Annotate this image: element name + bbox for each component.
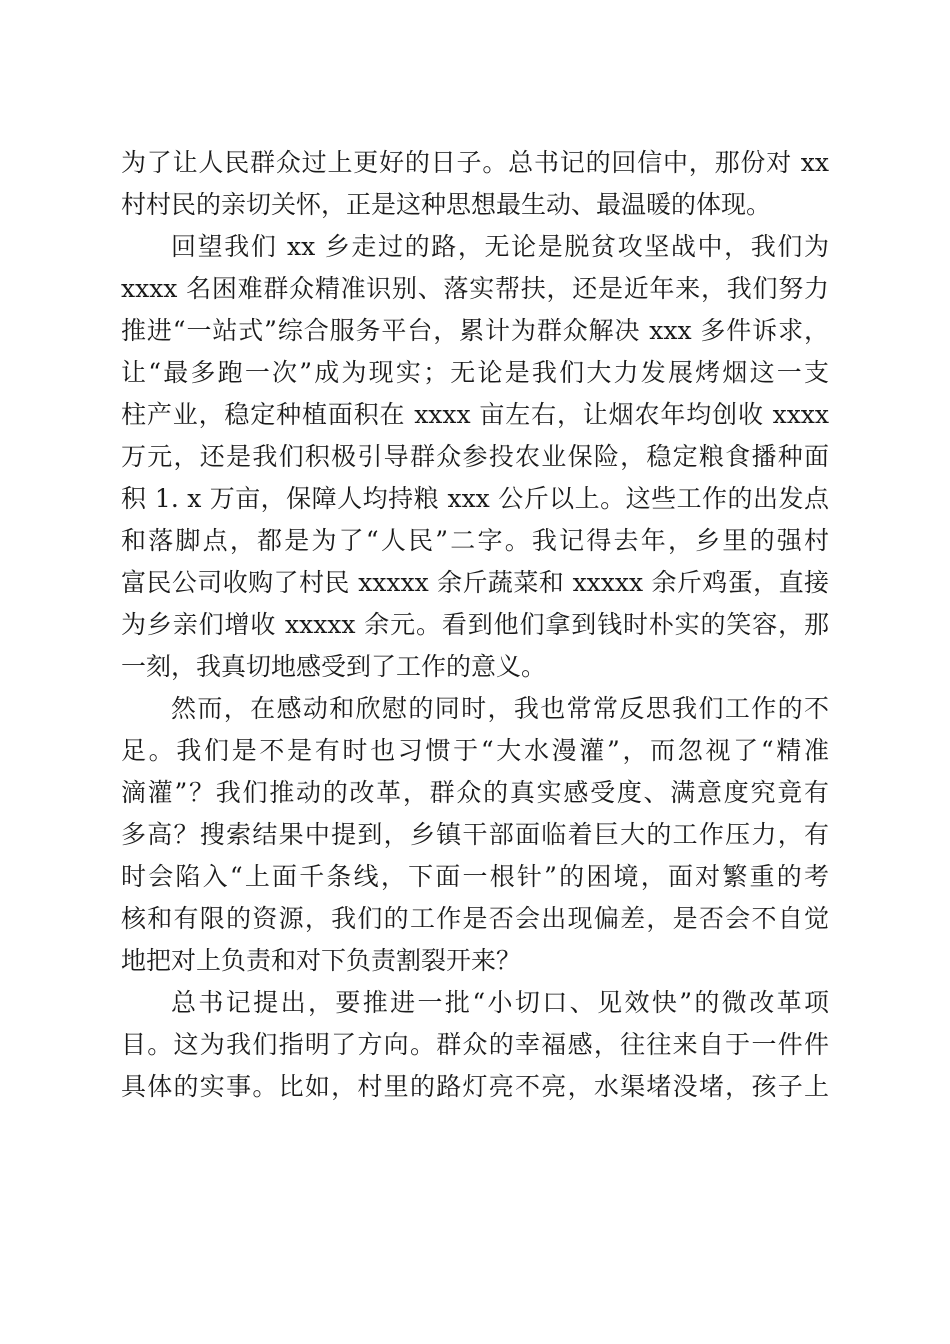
text-line: 目。这为我们指明了方向。群众的幸福感，往往来自于一件件 [121,1030,829,1059]
text-line: 足。我们是不是有时也习惯于“大水漫灌”，而忽视了“精准 [121,736,829,765]
text-line: 为乡亲们增收 xxxxx 余元。看到他们拿到钱时朴实的笑容，那 [121,610,829,639]
text-line: 让“最多跑一次”成为现实；无论是我们大力发展烤烟这一支 [121,358,829,387]
paragraph-4 [121,982,829,1108]
text-line: 为了让人民群众过上更好的日子。总书记的回信中，那份对 xx [121,148,829,177]
text-line: 回望我们 xx 乡走过的路，无论是脱贫攻坚战中，我们为 [171,232,829,261]
paragraph-1 [121,142,829,226]
text-line: 和落脚点，都是为了“人民”二字。我记得去年，乡里的强村 [121,526,829,555]
paragraph-3 [121,688,829,982]
document-body [121,142,829,1108]
text-line: 柱产业，稳定种植面积在 xxxx 亩左右，让烟农年均创收 xxxx [121,400,829,429]
text-line: 推进“一站式”综合服务平台，累计为群众解决 xxx 多件诉求， [121,316,829,345]
text-line: 多高？搜索结果中提到，乡镇干部面临着巨大的工作压力，有 [121,820,829,849]
text-line: 万元，还是我们积极引导群众参投农业保险，稳定粮食播种面 [121,442,829,471]
text-line: 核和有限的资源，我们的工作是否会出现偏差，是否会不自觉 [121,904,829,933]
text-line: 地把对上负责和对下负责割裂开来？ [121,946,522,975]
text-line: xxxx 名困难群众精准识别、落实帮扶，还是近年来，我们努力 [121,274,829,303]
text-line: 滴灌”？我们推动的改革，群众的真实感受度、满意度究竟有 [121,778,829,807]
text-line: 总书记提出，要推进一批“小切口、见效快”的微改革项 [171,988,829,1017]
text-line: 富民公司收购了村民 xxxxx 余斤蔬菜和 xxxxx 余斤鸡蛋，直接 [121,568,829,597]
text-line: 时会陷入“上面千条线，下面一根针”的困境，面对繁重的考 [121,862,829,891]
text-line: 具体的实事。比如，村里的路灯亮不亮，水渠堵没堵，孩子上 [121,1072,829,1101]
text-line: 然而，在感动和欣慰的同时，我也常常反思我们工作的不 [171,694,829,723]
text-line: 村村民的亲切关怀，正是这种思想最生动、最温暖的体现。 [121,190,772,219]
paragraph-2 [121,226,829,688]
text-line: 一刻，我真切地感受到了工作的意义。 [121,652,547,681]
text-line: 积 1. x 万亩，保障人均持粮 xxx 公斤以上。这些工作的出发点 [121,484,829,513]
